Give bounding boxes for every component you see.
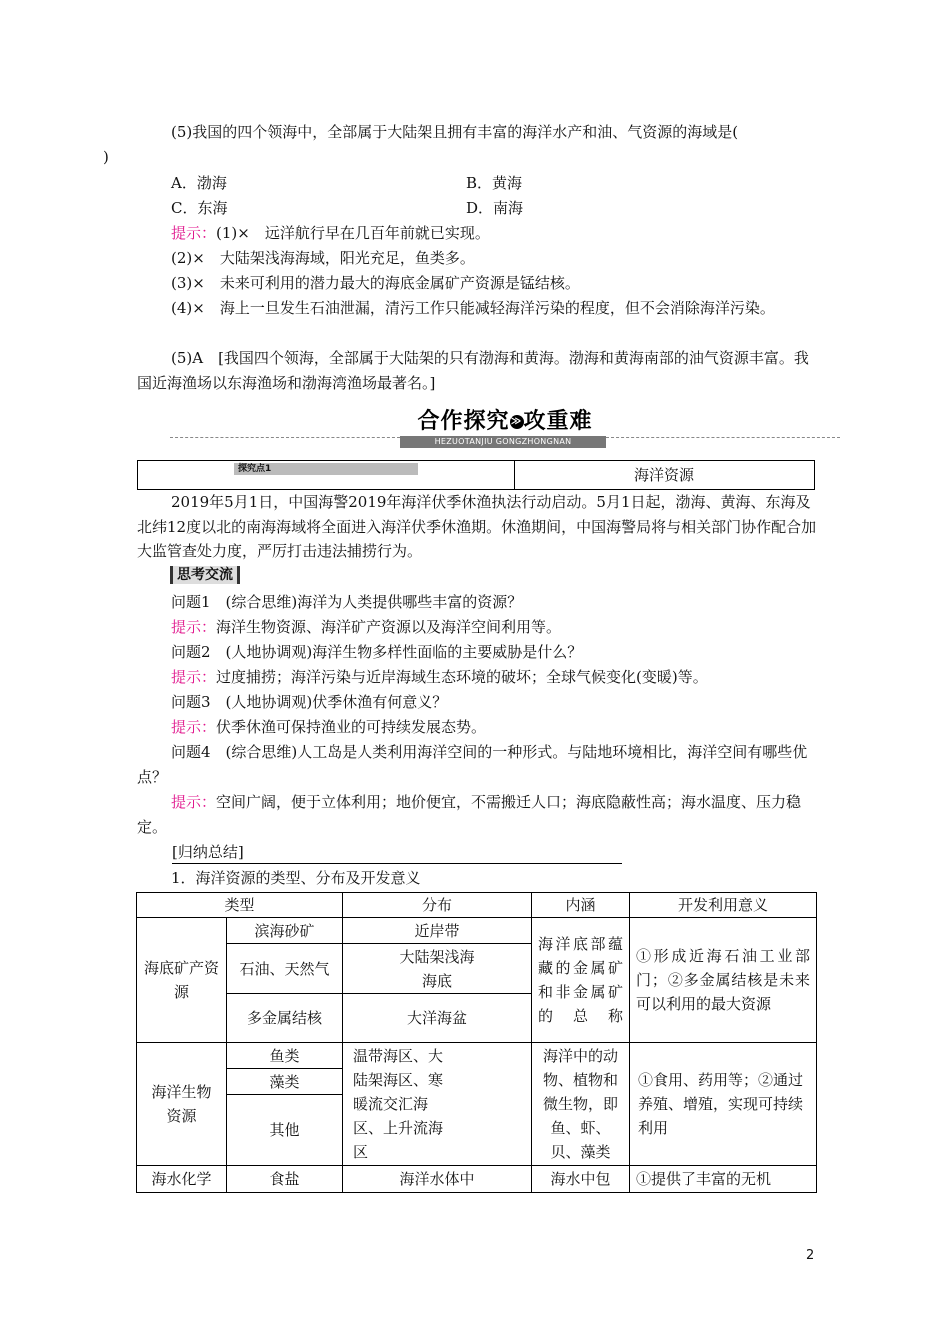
resource-table [136, 892, 817, 1193]
header-distribution: 分布 [343, 893, 532, 918]
table-row [137, 918, 817, 944]
header-type: 类型 [137, 893, 343, 918]
section-pinyin: HEZUOTANJIU GONGZHONGNAN [400, 436, 606, 448]
hint-1: 提示：海洋生物资源、海洋矿产资源以及海洋空间利用等。 [171, 618, 562, 636]
intro-paragraph: 2019年5月1日，中国海警2019年海洋伏季休渔执法行动启动。5月1日起，渤海、黄海、东海及北纬12度以北的南海海域将全面进入海洋伏季休渔期。休渔期间，中国海警局将与相关部门协作配合加大监管查处力度，严厉打击违法捕捞行为。 [137, 493, 817, 560]
mineral-dist-2: 大陆架浅海海底 [343, 944, 532, 994]
answer-2: (2)× 大陆架浅海海域，阳光充足，鱼类多。 [171, 249, 475, 267]
bio-meaning: 海洋中的动物、植物和微生物，即鱼、虾、贝、藻类 [532, 1043, 630, 1166]
q5-option-a: A．渤海 [171, 174, 227, 192]
question-3: 问题3 (人地协调观)伏季休渔有何意义？ [171, 693, 448, 711]
topic-title: 海洋资源 [633, 466, 694, 484]
q5-option-d: D．南海 [466, 199, 524, 217]
topic-tag: 探究点1 [234, 463, 418, 475]
hint-3: 提示：伏季休渔可保持渔业的可持续发展态势。 [171, 718, 487, 736]
bio-sub-3: 其他 [227, 1095, 343, 1166]
section-heading [170, 408, 840, 448]
topic-tag-cell [138, 461, 515, 489]
bio-group: 海洋生物资源 [137, 1043, 227, 1166]
question-2: 问题2 (人地协调观)海洋生物多样性面临的主要威胁是什么？ [171, 643, 583, 661]
question-1: 问题1 (综合思维)海洋为人类提供哪些丰富的资源？ [171, 593, 523, 611]
hint-4: 提示：空间广阔，便于立体利用；地价便宜，不需搬迁人口；海底隐蔽性高；海水温度、压力稳定。 [137, 793, 802, 836]
mineral-dist-3: 大洋海盆 [343, 994, 532, 1043]
header-significance: 开发利用意义 [630, 893, 817, 918]
table-row [137, 1043, 817, 1069]
hint-2: 提示：过度捕捞；海洋污染与近岸海域生态环境的破坏；全球气候变化(变暖)等。 [171, 668, 708, 686]
chem-use: ①提供了丰富的无机 [630, 1166, 817, 1193]
mineral-use: ①形成近海石油工业部门；②多金属结核是未来可以利用的最大资源 [630, 918, 817, 1043]
mineral-group: 海底矿产资源 [137, 918, 227, 1043]
chem-dist: 海洋水体中 [343, 1166, 532, 1193]
answer-3: (3)× 未来可利用的潜力最大的海底金属矿产资源是锰结核。 [171, 274, 580, 292]
chevron-right-icon: ≫ [510, 416, 523, 427]
bio-dist: 温带海区、大陆架海区、寒暖流交汇海区、上升流海区 [343, 1043, 532, 1166]
discussion-label: 思考交流 [170, 565, 240, 584]
answer-5: (5)A [我国四个领海，全部属于大陆架的只有渤海和黄海。渤海和黄海南部的油气资源丰富。我国近海渔场以东海渔场和渤海湾渔场最著名。] [137, 349, 809, 392]
q5-option-b: B．黄海 [466, 174, 523, 192]
summary-label: [归纳总结] [172, 841, 622, 864]
bio-sub-1: 鱼类 [227, 1043, 343, 1069]
mineral-dist-1: 近岸带 [343, 918, 532, 944]
mineral-sub-3: 多金属结核 [227, 994, 343, 1043]
question-4: 问题4 (综合思维)人工岛是人类利用海洋空间的一种形式。与陆地环境相比，海洋空间有哪些优点？ [137, 743, 808, 786]
mineral-sub-1: 滨海砂矿 [227, 918, 343, 944]
table-header-row [137, 893, 817, 918]
bio-use: ①食用、药用等；②通过养殖、增殖，实现可持续利用 [630, 1043, 817, 1166]
section-title: 合作探究≫攻重难 [417, 409, 593, 434]
table-row [137, 1166, 817, 1193]
chem-group: 海水化学 [137, 1166, 227, 1193]
chem-sub: 食盐 [227, 1166, 343, 1193]
summary-item-1: 1．海洋资源的类型、分布及开发意义 [171, 869, 421, 887]
answer-4: (4)× 海上一旦发生石油泄漏，清污工作只能减轻海洋污染的程度，但不会消除海洋污染。 [171, 299, 775, 317]
bio-sub-2: 藻类 [227, 1069, 343, 1095]
answer-1: 提示：(1)× 远洋航行早在几百年前就已实现。 [171, 224, 490, 242]
topic-box [137, 460, 815, 490]
mineral-sub-2: 石油、天然气 [227, 944, 343, 994]
chem-meaning: 海水中包 [532, 1166, 630, 1193]
header-meaning: 内涵 [532, 893, 630, 918]
q5-option-c: C．东海 [171, 199, 228, 217]
page-number: 2 [806, 1248, 815, 1263]
q5-stem: (5)我国的四个领海中，全部属于大陆架且拥有丰富的海洋水产和油、气资源的海域是( ) [103, 123, 739, 166]
mineral-meaning: 海洋底部蕴藏的金属矿和非金属矿的总称 [532, 918, 630, 1043]
